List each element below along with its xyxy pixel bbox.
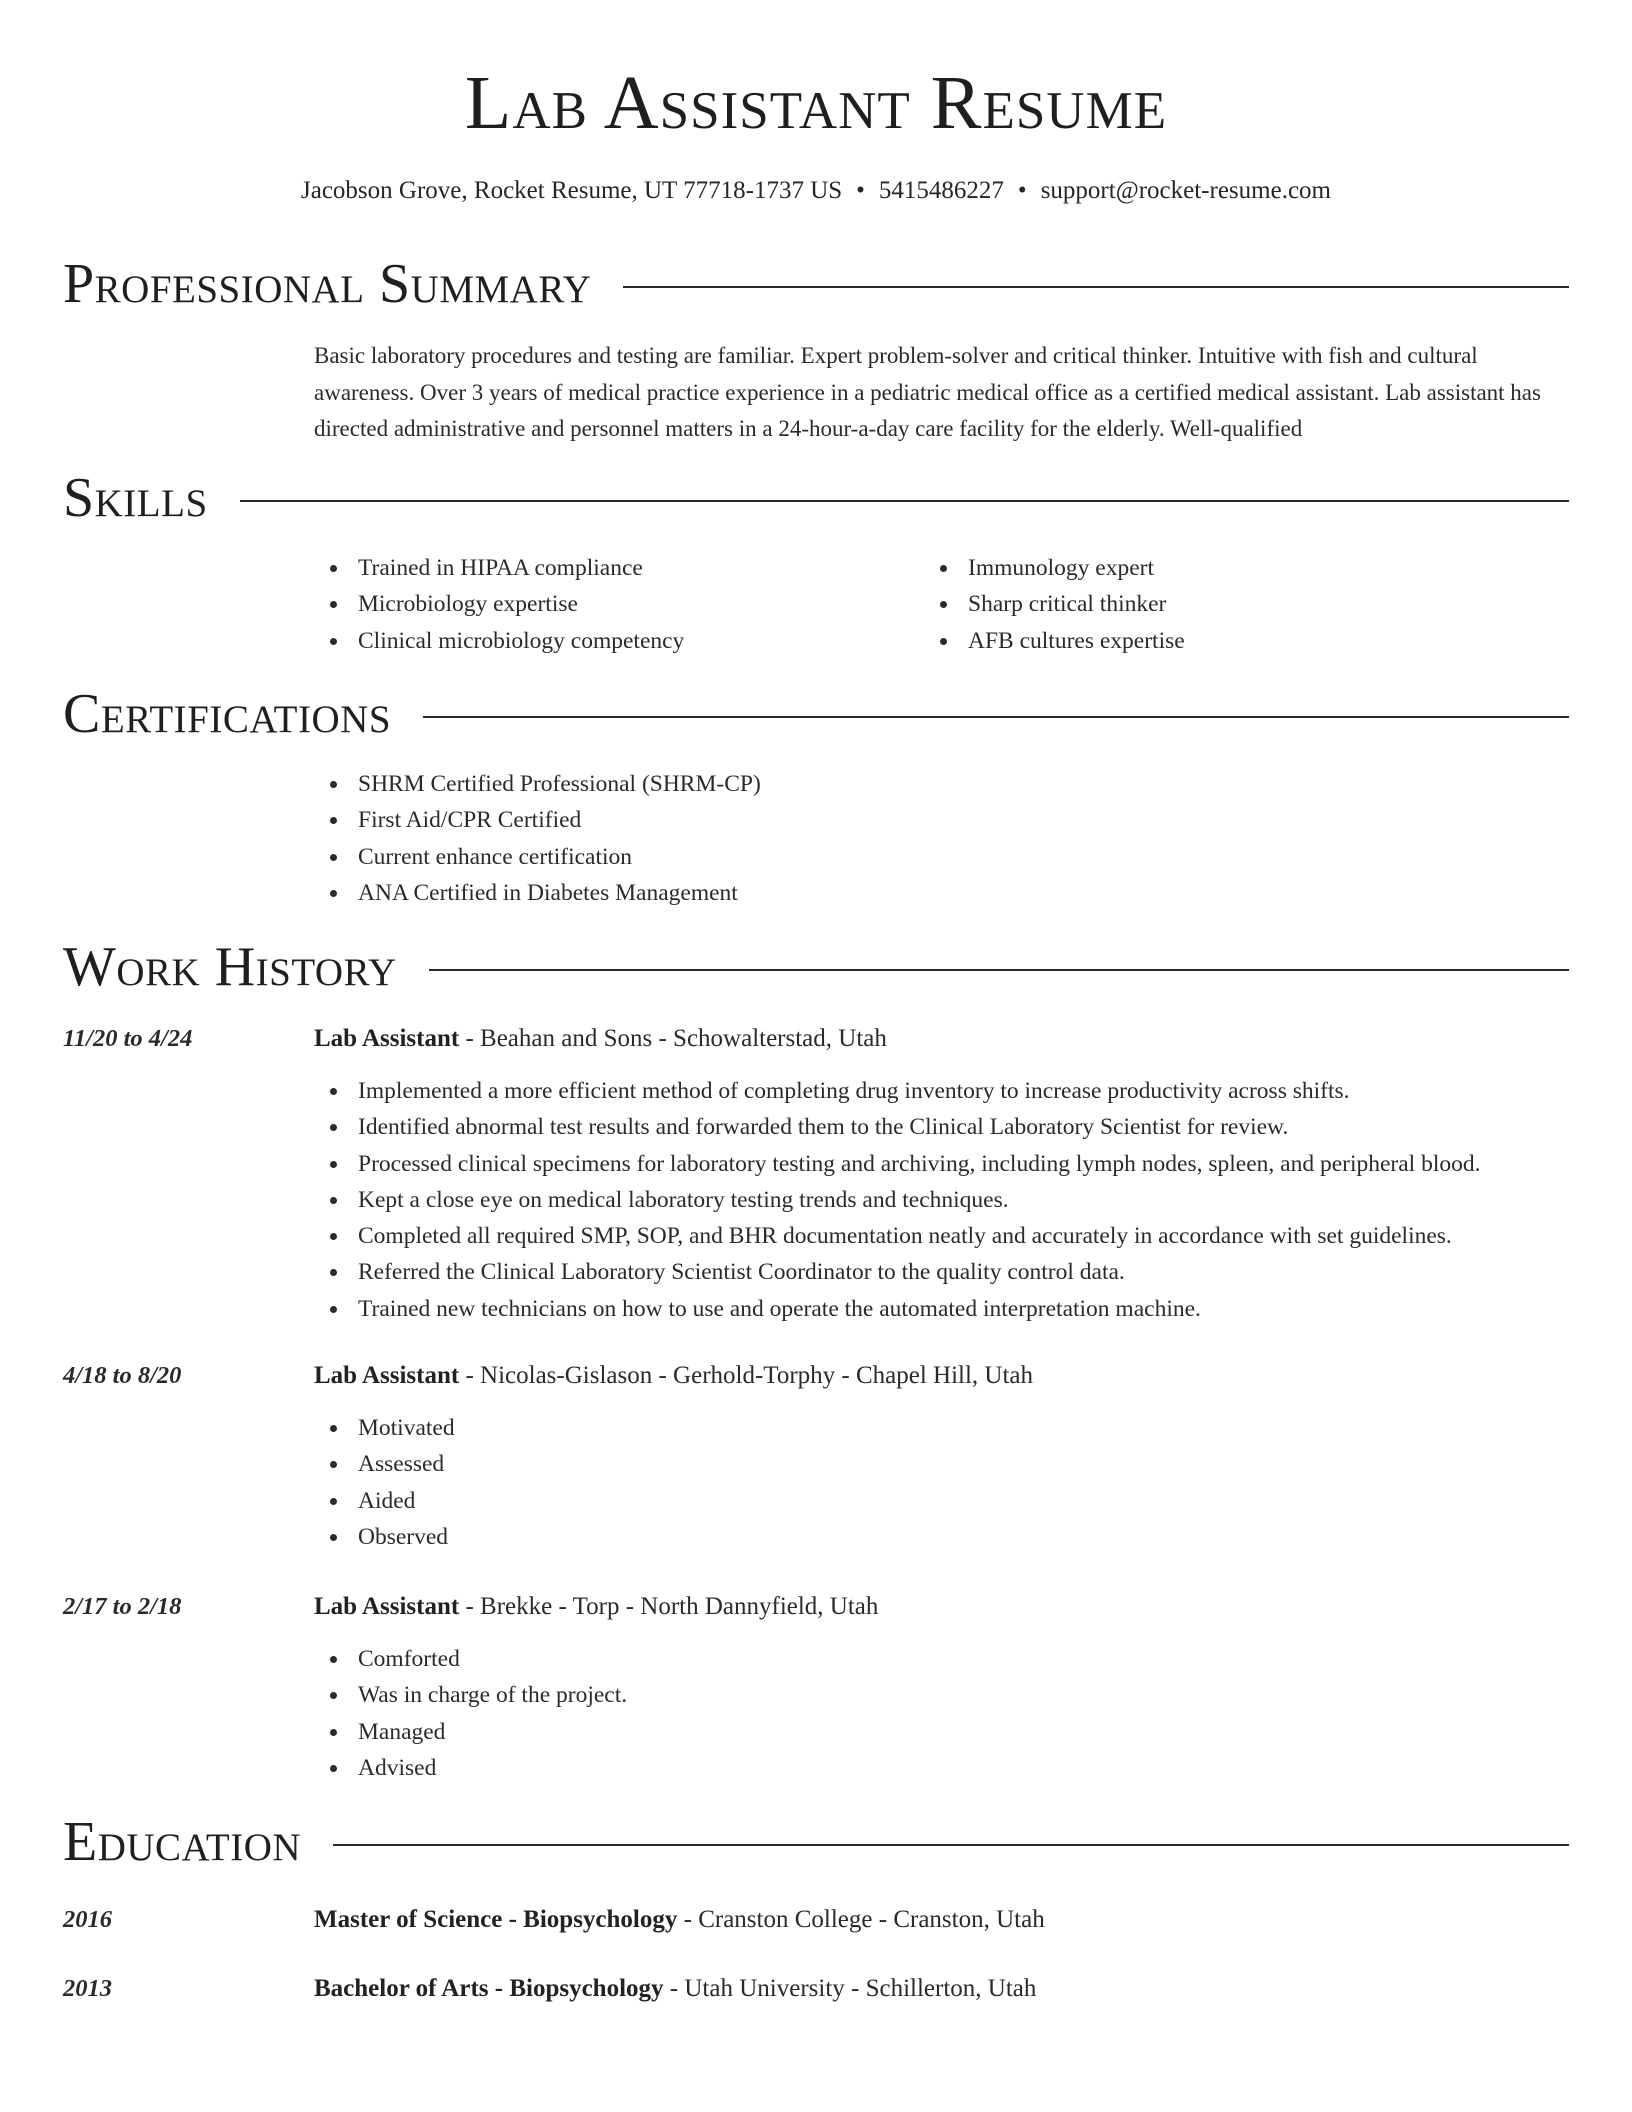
section-title: Professional Summary xyxy=(63,253,592,315)
section-divider xyxy=(240,500,1569,502)
skill-item: Clinical microbiology competency xyxy=(314,623,684,659)
job-bullet: Kept a close eye on medical laboratory testing trends and techniques. xyxy=(314,1182,1480,1218)
skill-item: AFB cultures expertise xyxy=(924,623,1185,659)
skill-item: Microbiology expertise xyxy=(314,586,684,622)
skills-list-right xyxy=(924,550,1185,659)
section-title: Skills xyxy=(63,467,208,529)
job-employer: - Brekke - Torp - North Dannyfield, Utah xyxy=(459,1593,879,1620)
job-dates: 2/17 to 2/18 xyxy=(63,1593,182,1620)
section-divider xyxy=(429,969,1569,971)
education-year: 2013 xyxy=(63,1975,112,2002)
skill-item: Sharp critical thinker xyxy=(924,586,1185,622)
job-bullet: Completed all required SMP, SOP, and BHR documentation neatly and accurately in accordance with set guidelines. xyxy=(314,1218,1480,1254)
education-degree: Master of Science - Biopsychology xyxy=(314,1906,678,1933)
education-year: 2016 xyxy=(63,1906,112,1933)
job-bullet: Observed xyxy=(314,1519,455,1555)
job-bullet: Managed xyxy=(314,1714,627,1750)
job-dates: 4/18 to 8/20 xyxy=(63,1362,182,1389)
job-employer: - Nicolas-Gislason - Gerhold-Torphy - Chapel Hill, Utah xyxy=(459,1362,1034,1389)
contact-line xyxy=(0,174,1632,208)
job-bullet: Advised xyxy=(314,1750,627,1786)
job-role: Lab Assistant xyxy=(314,1362,460,1389)
job-bullet: Referred the Clinical Laboratory Scientist Coordinator to the quality control data. xyxy=(314,1254,1480,1290)
skills-list-left xyxy=(314,550,684,659)
contact-separator: • xyxy=(1017,177,1027,204)
contact-email: support@rocket-resume.com xyxy=(1040,177,1331,204)
education-school: - Cranston College - Cranston, Utah xyxy=(677,1906,1045,1933)
section-heading-education xyxy=(63,1810,1569,1874)
section-heading-work-history xyxy=(63,935,1569,999)
job-dates: 11/20 to 4/24 xyxy=(63,1025,193,1052)
job-bullet: Aided xyxy=(314,1483,455,1519)
contact-phone: 5415486227 xyxy=(878,177,1004,204)
job-bullet: Was in charge of the project. xyxy=(314,1677,627,1713)
resume-title: Lab Assistant Resume xyxy=(464,61,1168,145)
contact-address: Jacobson Grove, Rocket Resume, UT 77718-1737 US xyxy=(301,177,843,204)
job-employer: - Beahan and Sons - Schowalterstad, Utah xyxy=(459,1025,887,1052)
job-bullet: Assessed xyxy=(314,1446,455,1482)
section-heading-certifications xyxy=(63,682,1569,746)
education-degree: Bachelor of Arts - Biopsychology xyxy=(314,1975,664,2002)
job-role: Lab Assistant xyxy=(314,1593,460,1620)
skill-item: Immunology expert xyxy=(924,550,1185,586)
certification-item: ANA Certified in Diabetes Management xyxy=(314,875,761,911)
section-divider xyxy=(423,716,1569,718)
job-role: Lab Assistant xyxy=(314,1025,460,1052)
job-bullets xyxy=(314,1073,1480,1327)
job-bullets xyxy=(314,1641,627,1786)
job-title-line xyxy=(314,1022,887,1056)
summary-text: Basic laboratory procedures and testing are familiar. Expert problem-solver and critical thinker. Intuitive with fish and cultural awareness. Over 3 years of medical practice experience in a pediatric medical office as a certified medical assistant. Lab assistant has directed administrative and personnel matters in a 24-hour-a-day care facility for the elderly. Well-qualified xyxy=(314,343,1541,441)
job-bullet: Processed clinical specimens for laboratory testing and archiving, including lymph nodes, spleen, and peripheral blood. xyxy=(314,1146,1480,1182)
contact-separator: • xyxy=(856,177,865,204)
job-bullet: Identified abnormal test results and forwarded them to the Clinical Laboratory Scientist for review. xyxy=(314,1109,1480,1145)
section-heading-summary xyxy=(63,252,1569,316)
job-title-line xyxy=(314,1590,878,1624)
job-bullets xyxy=(314,1410,455,1555)
section-heading-skills xyxy=(63,466,1569,530)
section-divider xyxy=(333,1844,1569,1846)
certification-item: Current enhance certification xyxy=(314,839,761,875)
job-bullet: Motivated xyxy=(314,1410,455,1446)
section-title: Work History xyxy=(63,936,397,998)
job-bullet: Trained new technicians on how to use and operate the automated interpretation machine. xyxy=(314,1291,1480,1327)
job-title-line xyxy=(314,1359,1033,1393)
job-bullet: Implemented a more efficient method of completing drug inventory to increase productivity across shifts. xyxy=(314,1073,1480,1109)
education-school: - Utah University - Schillerton, Utah xyxy=(663,1975,1037,2002)
section-divider xyxy=(623,286,1569,288)
education-line xyxy=(314,1903,1045,1937)
certification-item: First Aid/CPR Certified xyxy=(314,802,761,838)
job-bullet: Comforted xyxy=(314,1641,627,1677)
education-line xyxy=(314,1972,1036,2006)
certifications-list xyxy=(314,766,761,911)
section-title: Certifications xyxy=(63,683,392,745)
skill-item: Trained in HIPAA compliance xyxy=(314,550,684,586)
section-title: Education xyxy=(63,1811,302,1873)
certification-item: SHRM Certified Professional (SHRM-CP) xyxy=(314,766,761,802)
